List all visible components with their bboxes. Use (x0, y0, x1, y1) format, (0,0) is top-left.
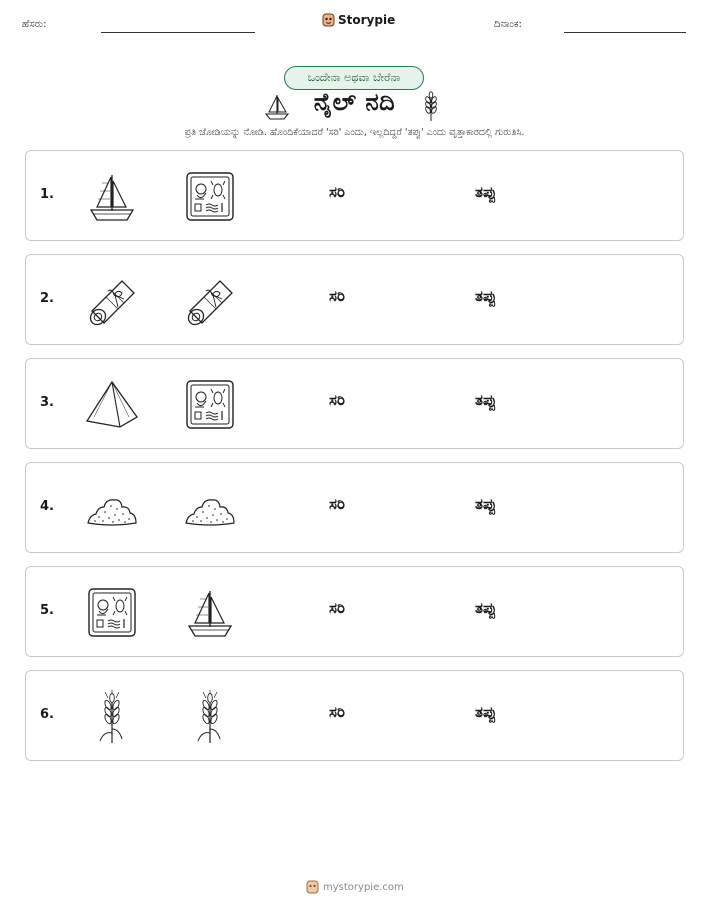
boat-icon (84, 169, 140, 225)
instruction-text: ಪ್ರತಿ ಜೋಡಿಯನ್ನು ನೋಡಿ. ಹೊಂದಿಕೆಯಾದರೆ 'ಸರಿ' ಎಂದು, ಇಲ್ಲದಿದ್ದರೆ 'ತಪ್ಪು' ಎಂದು ವೃತ್ತಾಕಾರದಲ್ಲಿ ಗುರುತಿಸಿ. (184, 127, 525, 138)
pair-row (25, 566, 684, 657)
date-label: ದಿನಾಂಕ: (494, 19, 522, 30)
page-title: ನೈಲ್ ನದಿ (313, 88, 396, 116)
row-number: 1. (40, 187, 54, 202)
wheat-icon (84, 689, 140, 745)
false-option[interactable]: ತಪ್ಪು (475, 703, 497, 721)
boat-icon (182, 585, 238, 641)
date-line[interactable] (564, 32, 686, 33)
papyrus-scroll-icon (84, 273, 140, 329)
brand-logo (322, 13, 395, 27)
footer-site: mystorypie.com (323, 881, 404, 893)
false-option[interactable]: ತಪ್ಪು (475, 183, 497, 201)
papyrus-scroll-icon (182, 273, 238, 329)
wheat-icon (421, 90, 441, 122)
pair-row (25, 254, 684, 345)
true-option[interactable]: ಸರಿ (329, 495, 345, 513)
pair-row (25, 150, 684, 241)
row-number: 2. (40, 291, 54, 306)
true-option[interactable]: ಸರಿ (329, 599, 345, 617)
pair-row (25, 462, 684, 553)
name-label: ಹೆಸರು: (22, 19, 47, 30)
pyramid-icon (84, 377, 140, 433)
false-option[interactable]: ತಪ್ಪು (475, 495, 497, 513)
row-number: 6. (40, 707, 54, 722)
hieroglyph-tablet-icon (182, 169, 238, 225)
worksheet-type-badge: ಒಂದೇನಾ ಅಥವಾ ಬೇರೆನಾ (284, 66, 424, 90)
name-line[interactable] (101, 32, 255, 33)
row-number: 3. (40, 395, 54, 410)
silt-pile-icon (84, 481, 140, 537)
storypie-mascot-icon (306, 880, 319, 894)
row-number: 5. (40, 603, 54, 618)
row-number: 4. (40, 499, 54, 514)
true-option[interactable]: ಸರಿ (329, 391, 345, 409)
false-option[interactable]: ತಪ್ಪು (475, 599, 497, 617)
brand-name: Storypie (338, 13, 396, 27)
hieroglyph-tablet-icon (182, 377, 238, 433)
hieroglyph-tablet-icon (84, 585, 140, 641)
pair-row (25, 670, 684, 761)
pair-row (25, 358, 684, 449)
footer (306, 880, 404, 894)
true-option[interactable]: ಸರಿ (329, 703, 345, 721)
true-option[interactable]: ಸರಿ (329, 183, 345, 201)
true-option[interactable]: ಸರಿ (329, 287, 345, 305)
wheat-icon (182, 689, 238, 745)
storypie-mascot-icon (322, 13, 335, 27)
false-option[interactable]: ತಪ್ಪು (475, 391, 497, 409)
false-option[interactable]: ತಪ್ಪು (475, 287, 497, 305)
silt-pile-icon (182, 481, 238, 537)
